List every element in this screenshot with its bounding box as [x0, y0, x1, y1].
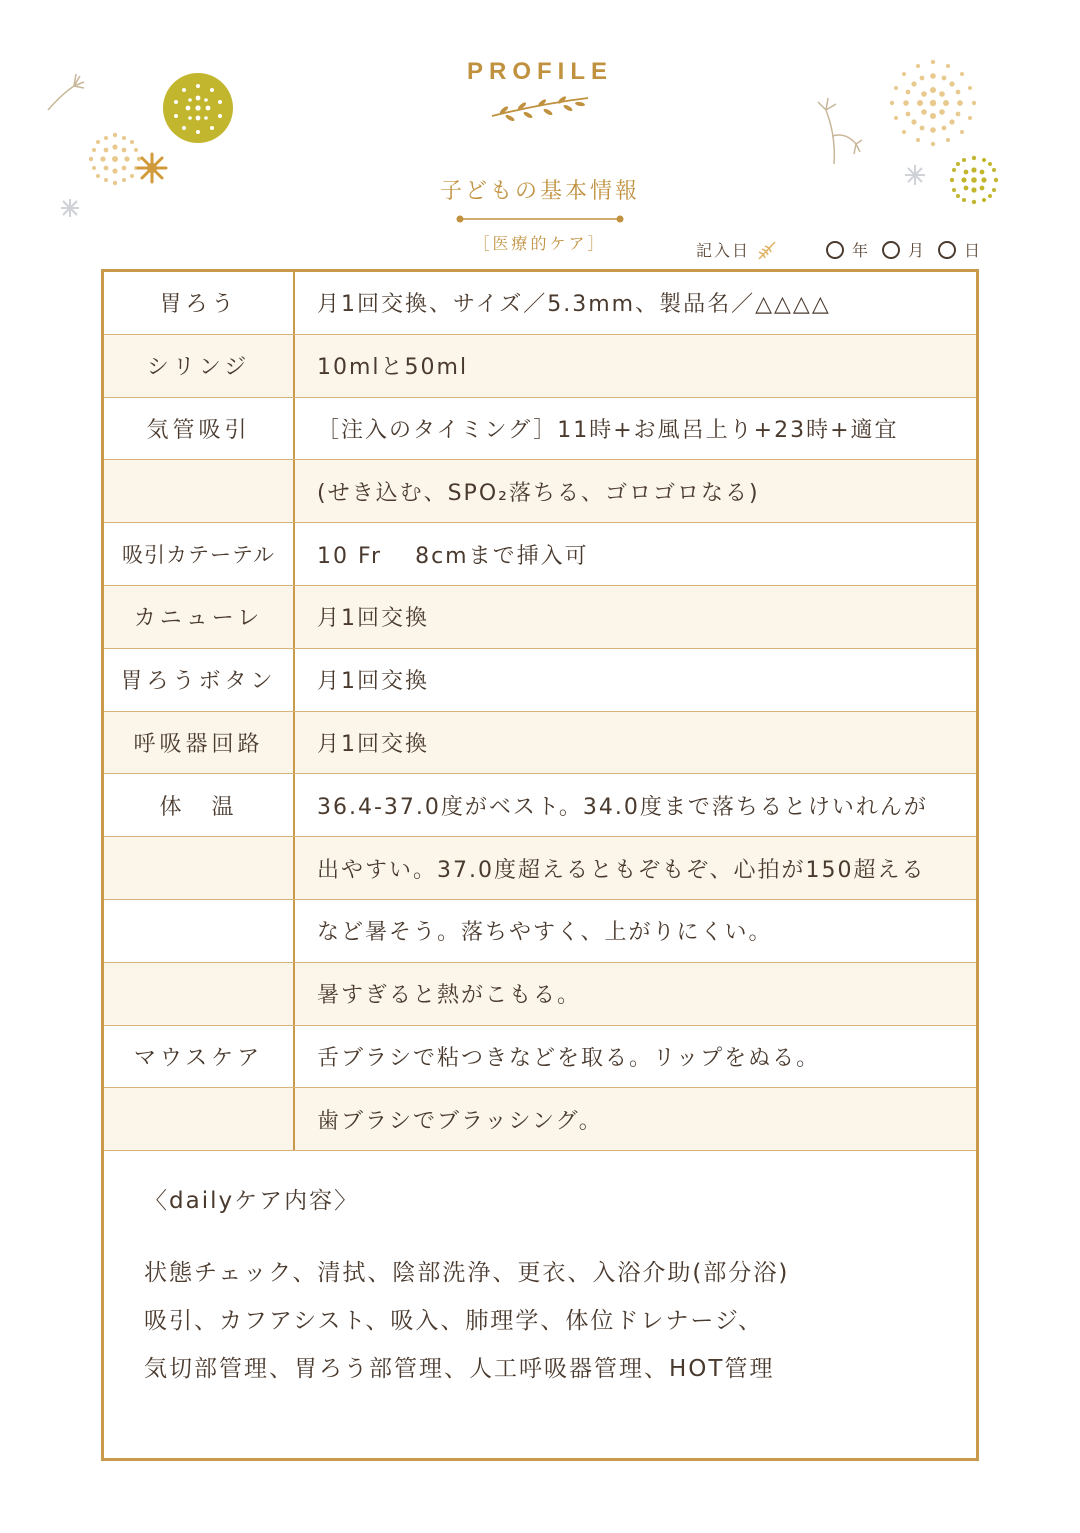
- row-label: [104, 460, 295, 522]
- row-value: 10mlと50ml: [317, 355, 469, 381]
- row-value: 月1回交換: [317, 731, 429, 757]
- row-value: など暑そう。落ちやすく、上がりにくい。: [317, 920, 773, 946]
- table-row: [104, 586, 976, 649]
- table-row: [104, 398, 976, 461]
- wheat-icon: [756, 239, 778, 261]
- row-value: 月1回交換、サイズ／5.3mm、製品名／△△△△: [317, 292, 831, 318]
- flower-decoration-top-right: [806, 96, 866, 166]
- row-label: [104, 1088, 295, 1150]
- row-value: ［注入のタイミング］11時+お風呂上り+23時+適宜: [317, 417, 899, 443]
- row-label: 呼吸器回路: [104, 712, 295, 774]
- day-label: 日: [963, 241, 980, 260]
- row-value: 暑すぎると熱がこもる。: [317, 983, 582, 1009]
- row-label: カニューレ: [104, 586, 295, 648]
- table-row: [104, 712, 976, 775]
- row-label: マウスケア: [104, 1026, 295, 1088]
- day-input-circle[interactable]: [938, 241, 956, 259]
- table-row: [104, 649, 976, 712]
- subtitle-medical-care: ［医療的ケア］: [473, 234, 607, 253]
- row-value: 36.4-37.0度がベスト。34.0度まで落ちるとけいれんが: [317, 794, 928, 820]
- row-label: シリンジ: [104, 335, 295, 397]
- row-value: (せき込む、SPO₂落ちる、ゴロゴロなる): [317, 480, 760, 506]
- row-value: 出やすい。37.0度超えるともぞもぞ、心拍が150超える: [317, 857, 926, 883]
- table-row: [104, 460, 976, 523]
- care-sheet: [101, 269, 979, 1461]
- row-label: [104, 963, 295, 1025]
- daily-care-line: 状態チェック、清拭、陰部洗浄、更衣、入浴介助(部分浴): [144, 1260, 790, 1286]
- table-row: [104, 837, 976, 900]
- date-label: 記入日: [695, 241, 750, 260]
- row-value: 月1回交換: [317, 669, 429, 695]
- entry-date: [696, 238, 980, 261]
- profile-title: PROFILE: [466, 58, 613, 85]
- table-row: [104, 1088, 976, 1151]
- section-title: 子どもの基本情報: [439, 179, 640, 204]
- daily-care-heading: 〈dailyケア内容〉: [144, 1188, 360, 1214]
- daily-care-line: 吸引、カフアシスト、吸入、肺理学、体位ドレナージ、: [144, 1308, 764, 1334]
- table-row: [104, 272, 976, 335]
- table-row: [104, 335, 976, 398]
- row-value: 歯ブラシでブラッシング。: [317, 1108, 603, 1134]
- row-label: 体 温: [104, 774, 295, 836]
- row-label: 吸引カテーテル: [104, 523, 295, 585]
- row-value: 10 Fr 8cmまで挿入可: [317, 543, 589, 569]
- table-row: [104, 774, 976, 837]
- row-label: 気管吸引: [104, 398, 295, 460]
- row-value: 舌ブラシで粘つきなどを取る。リップをぬる。: [317, 1045, 821, 1071]
- laurel-ornament-icon: [488, 94, 592, 124]
- row-label: 胃ろう: [104, 272, 295, 334]
- row-label: [104, 900, 295, 962]
- year-label: 年: [851, 241, 868, 260]
- table-row: [104, 1026, 976, 1089]
- month-input-circle[interactable]: [882, 241, 900, 259]
- table-row: [104, 963, 976, 1026]
- year-input-circle[interactable]: [826, 241, 844, 259]
- row-value: 月1回交換: [317, 606, 429, 632]
- row-label: [104, 837, 295, 899]
- row-label: 胃ろうボタン: [104, 649, 295, 711]
- daily-care-line: 気切部管理、胃ろう部管理、人工呼吸器管理、HOT管理: [144, 1356, 775, 1382]
- title-underline: [456, 214, 624, 224]
- table-row: [104, 900, 976, 963]
- table-row: [104, 523, 976, 586]
- month-label: 月: [907, 241, 924, 260]
